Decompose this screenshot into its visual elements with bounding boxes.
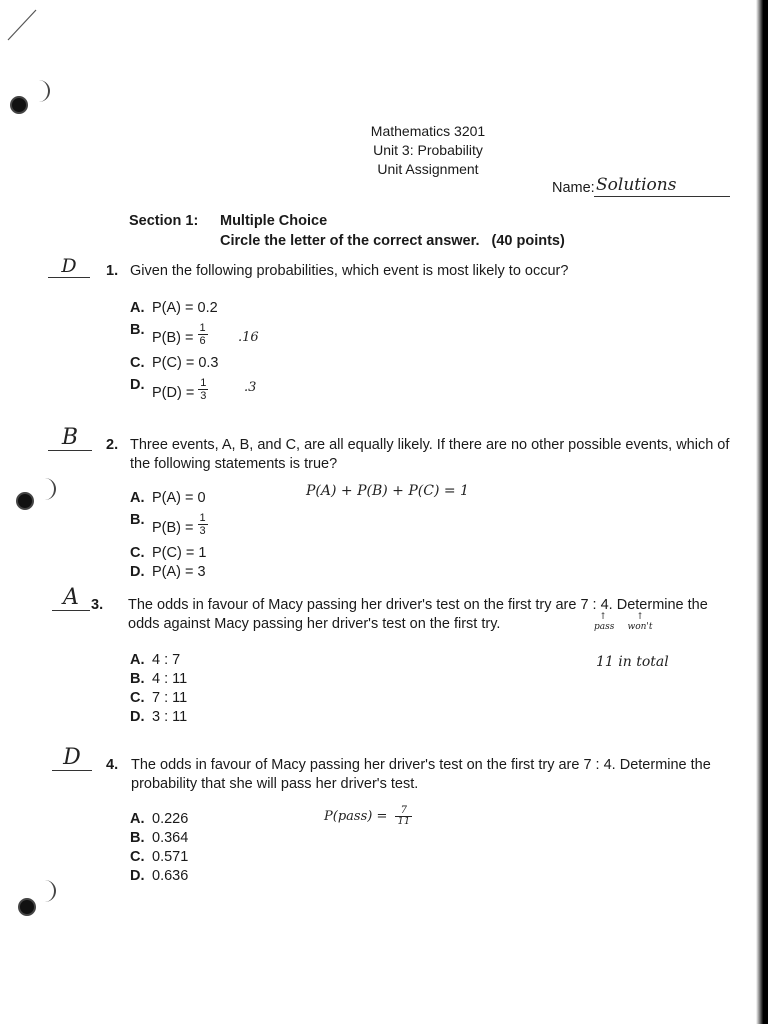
option-q3-a[interactable]: A. 4 : 7 [130,652,181,668]
answer-blank-q4: D [52,746,92,771]
option-q3-c[interactable]: C. 7 : 11 [130,690,188,706]
unit-title: Unit 3: Probability [373,142,483,158]
question-text-q2: Three events, A, B, and C, are all equally likely. If there are no other possible events, which of the following statements is true? [130,437,730,472]
punch-hole-top-shadow [34,80,50,102]
option-q4-a[interactable]: A. 0.226 [130,811,189,827]
option-q3-d[interactable]: D. 3 : 11 [130,709,188,725]
option-q2-d[interactable]: D. P(A) = 3 [130,564,206,580]
assignment-title: Unit Assignment [377,161,479,177]
option-q4-c[interactable]: C. 0.571 [130,849,189,865]
option-q1-c[interactable]: C. P(C) = 0.3 [130,355,219,371]
punch-hole-middle-shadow [40,478,56,500]
course-title: Mathematics 3201 [370,123,486,139]
question-number-q4: 4. [106,757,119,773]
note-q3-total: 11 in total [596,654,669,670]
option-q3-b[interactable]: B. 4 : 11 [130,671,188,687]
points-text: (40 points) [491,233,565,249]
page-edge-shadow [756,0,768,1024]
section-label: Section 1: [129,213,199,229]
option-q4-d[interactable]: D. 0.636 [130,868,189,884]
question-number-q2: 2. [106,437,119,453]
answer-blank-q2: B [48,426,92,451]
name-field [552,178,595,198]
section-title: Multiple Choice [220,213,328,229]
note-q4: P(pass) = $\frac{7}{11}$ [324,805,411,827]
option-q1-a[interactable]: A. P(A) = 0.2 [130,300,218,316]
punch-hole-top [10,96,28,114]
option-q4-b[interactable]: B. 0.364 [130,830,189,846]
pencil-stroke-mark [2,6,42,46]
question-number-q1: 1. [106,263,119,279]
question-text-q4: The odds in favour of Macy passing her driver's test on the first try are 7 : 4. Determine the probability that she will pass her driver's test. [131,757,711,792]
note-q1-d: .3 [244,380,257,395]
note-q4-text: P(pass) = [324,809,388,824]
note-q2: P(A) + P(B) + P(C) = 1 [306,483,469,499]
option-q1-b[interactable]: B. P(B) = $\frac{1}{6}$ [130,322,206,347]
option-q1-d[interactable]: D. P(D) = $\frac{1}{3}$ [130,377,207,402]
punch-hole-bottom-shadow [40,880,56,902]
section-instruction [220,233,565,249]
question-number-q3: 3. [91,597,104,613]
note-q3-wont: ↑ won't [627,612,653,632]
punch-hole-bottom [18,898,36,916]
instruction-text: Circle the letter of the correct answer. [220,233,480,249]
name-value: Solutions [594,174,730,197]
note-q3-pass: ↑ pass [594,612,615,632]
punch-hole-middle [16,492,34,510]
note-q1-b: .16 [238,330,259,345]
option-q2-a[interactable]: A. P(A) = 0 [130,490,206,506]
name-label: Name: [552,180,595,196]
answer-blank-q1: D [48,255,90,278]
option-q2-c[interactable]: C. P(C) = 1 [130,545,207,561]
question-text-q1: Given the following probabilities, which event is most likely to occur? [130,263,569,279]
option-q2-b[interactable]: B. P(B) = $\frac{1}{3}$ [130,512,206,537]
question-text-q3: The odds in favour of Macy passing her driver's test on the first try are 7 : 4. Determine the odds against Macy passing her driver's test on the first try. [128,597,708,632]
answer-blank-q3: A [52,586,90,611]
